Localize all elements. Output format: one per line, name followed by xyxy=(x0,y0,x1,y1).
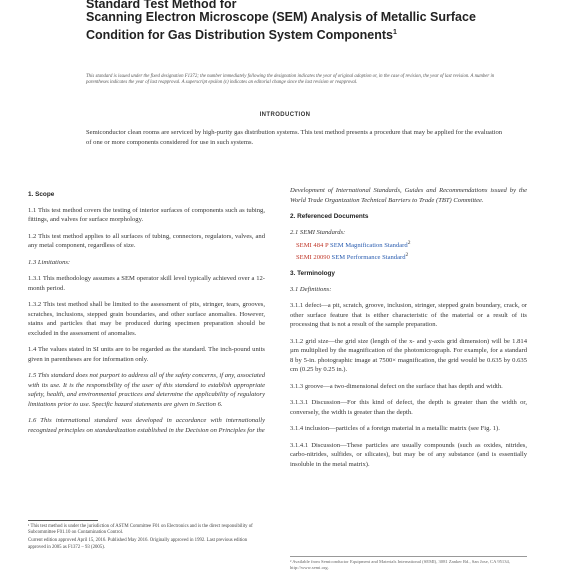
paragraph-1-3-2: 1.3.2 This test method shall be limited to the assessment of pits, stringer, tears, grooves, scratches, inclusions, stepped grain boundaries, and other surface anomalies. However, stains and particles that may be produced during specimen preparation should be excluded in the assessment of anomalies. xyxy=(28,301,265,337)
footnotes xyxy=(28,524,265,553)
document-title xyxy=(86,10,526,43)
paragraph-3-1-4: 3.1.4 inclusion—particles of a foreign material in a metallic matrix (see Fig. 1). xyxy=(290,425,500,433)
paragraph-3-1-1: 3.1.1 defect—a pit, scratch, groove, inclusion, stringer, stepped grain boundary, crack, or other surface feature that is either characteristic of the material or a result of its processing that is not a result of the sample preparation. xyxy=(290,302,527,329)
document-title-text: Scanning Electron Microscope (SEM) Analysis of Metallic Surface Condition for Gas Distribution System Components xyxy=(86,10,476,43)
introduction-heading: INTRODUCTION xyxy=(259,112,311,118)
section-referenced-documents-heading: 2. Referenced Documents xyxy=(290,213,369,220)
introduction-text: Semiconductor clean rooms are serviced by high-purity gas distribution systems. This test method presents a procedure that may be applied for the evaluation of one or more components considered for use in such systems. xyxy=(86,129,503,146)
paragraph-1-4: 1.4 The values stated in SI units are to be regarded as the standard. The inch-pound units given in parentheses are for information only. xyxy=(28,346,265,363)
paragraph-3-1: 3.1 Definitions: xyxy=(290,285,332,293)
paragraph-1-3: 1.3 Limitations: xyxy=(28,258,71,266)
footnote-divider xyxy=(28,520,98,521)
footnote-edition: Current edition approved April 15, 2016. Published May 2016. Originally approved in 1992. Last previous edition approved in 2005 as F1372 – 93 (2005). xyxy=(28,538,248,550)
paragraph-3-1-2: 3.1.2 grid size—the grid size (length of the x- and y-axis grid dimension) will be 1.814 µm multiplied by the magnification of the photomicrograph. For example, for a standard 8 by 5-in. photographic image at 7500× magnification, the grid would be 0.635 by 0.635 cm (0.25 by 0.25 in.). xyxy=(290,337,527,374)
document-title-block xyxy=(86,0,526,43)
paragraph-3-1-3-1: 3.1.3.1 Discussion—For this kind of defect, the depth is greater than the width or, conversely, the width is greater than the depth. xyxy=(290,399,527,416)
right-footnote-divider xyxy=(290,556,527,557)
issuance-notice: This standard is issued under the fixed designation F1372; the number immediately following the designation indicates the year of original adoption or, in the case of revision, the year of last revision. A number in parentheses indicates the year of last reapproval. A superscript epsilon (ε) indicates an editorial change since the last revision or reapproval. xyxy=(86,74,495,86)
reference-code-link[interactable]: SEMI 484 P xyxy=(296,242,329,250)
section-terminology-heading: 3. Terminology xyxy=(290,270,335,278)
paragraph-1-2: 1.2 This test method applies to all surfaces of tubing, connectors, regulators, valves, and any metal component, regardless of size. xyxy=(28,232,265,249)
footnote-2: ² Available from Semiconductor Equipment and Materials International (SEMI), 3081 Zanker Rd., San Jose, CA 95134, http://www.semi.org. xyxy=(290,559,510,570)
reference-item-2 xyxy=(290,251,527,263)
title-line-standard: Standard Test Method for xyxy=(86,0,237,11)
reference-footnote-mark: 2 xyxy=(405,251,409,258)
title-footnote-mark: 1 xyxy=(392,29,397,36)
reference-item-1 xyxy=(290,239,527,251)
paragraph-1-3-1: 1.3.1 This methodology assumes a SEM operator skill level typically achieved over a 12-month period. xyxy=(28,275,265,292)
paragraph-1-6-continued: Development of International Standards, Guides and Recommendations issued by the World Trade Organization Technical Barriers to Trade (TBT) Committee. xyxy=(290,187,527,204)
paragraph-2-1: 2.1 SEMI Standards: xyxy=(290,228,346,236)
reference-title-link[interactable]: SEM Performance Standard xyxy=(331,253,406,261)
reference-code-link[interactable]: SEMI 20090 xyxy=(296,253,330,261)
reference-title-link[interactable]: SEM Magnification Standard xyxy=(330,242,408,250)
left-column xyxy=(28,186,265,442)
paragraph-3-1-4-1: 3.1.4.1 Discussion—These particles are usually compounds (such as oxides, nitrides, carbo-nitrides, sulfides, or silicates), but may be of any substance (and is essentially insoluble in the metal matrix). xyxy=(290,441,527,468)
footnote-1: ¹ This test method is under the jurisdiction of ASTM Committee F01 on Electronics and is the direct responsibility of Subcommittee F01.10 on Contamination Control. xyxy=(28,524,253,536)
paragraph-1-1: 1.1 This test method covers the testing of interior surfaces of components such as tubing, fittings, and valves for surface morphology. xyxy=(28,206,265,223)
paragraph-3-1-3: 3.1.3 groove—a two-dimensional defect on the surface that has depth and width. xyxy=(290,382,503,390)
right-column xyxy=(290,186,527,476)
section-scope-heading: 1. Scope xyxy=(28,191,55,198)
paragraph-1-5: 1.5 This standard does not purport to address all of the safety concerns, if any, associated with its use. It is the responsibility of the user of this standard to establish appropriate safety, health, and environmental practices and determine the applicability of regulatory limitations prior to use. Specific hazard statements are given in Section 6. xyxy=(28,372,265,408)
paragraph-1-6: 1.6 This international standard was developed in accordance with internationally recognized principles on standardization established in the Decision on Principles for the xyxy=(28,417,265,434)
reference-footnote-mark: 2 xyxy=(407,240,411,246)
